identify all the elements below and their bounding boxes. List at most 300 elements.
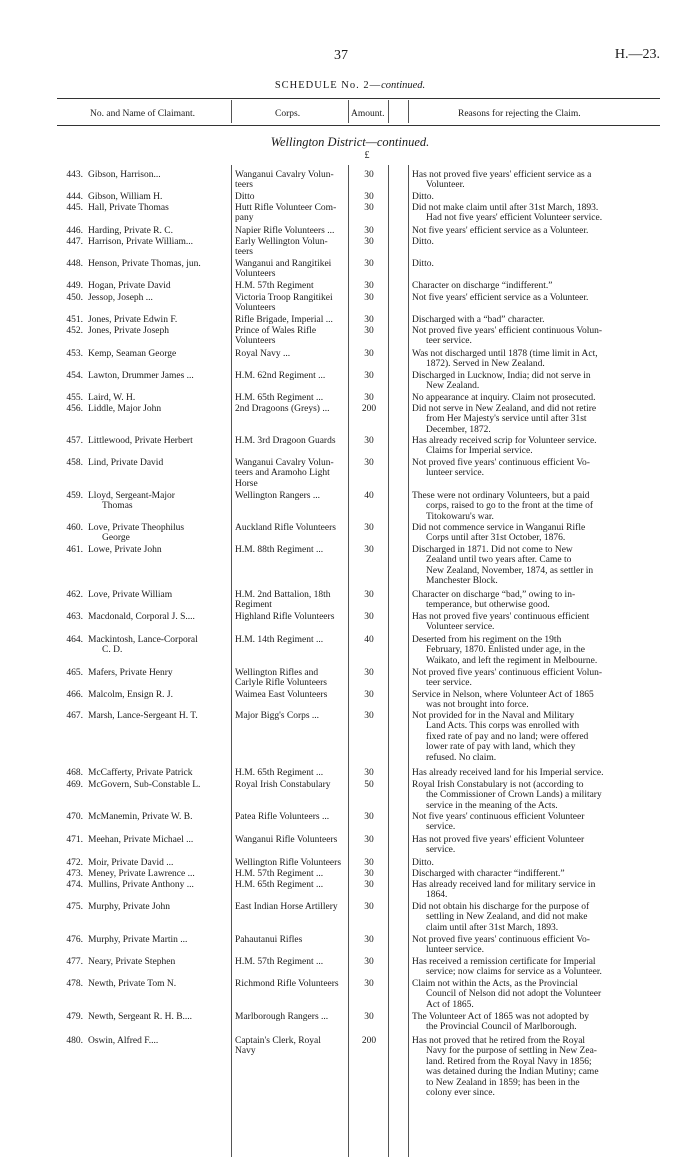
schedule-title: SCHEDULE No. 2—continued. [274, 80, 426, 91]
claim-number: 469. [66, 780, 83, 790]
rejection-reason-line: fixed rate of pay and no land; were offered [426, 731, 589, 742]
amount: 30 [364, 612, 374, 622]
claimant-name-line: Gibson, Harrison... [88, 170, 161, 180]
claim-number: 458. [66, 458, 83, 468]
corps [235, 668, 353, 689]
rejection-reason-line: was not brought into force. [426, 700, 529, 711]
corps-line: Wanganui and Rangitikei [235, 259, 332, 269]
rejection-reason [412, 203, 658, 224]
rejection-reason-line: Not five years' efficient service as a Volunteer. [412, 293, 589, 303]
corps [235, 404, 353, 414]
rejection-reason-line: Ditto. [412, 259, 434, 269]
claimant-name [88, 668, 228, 678]
claim-number: 468. [66, 768, 83, 778]
rejection-reason [412, 226, 658, 236]
corps-line: Wanganui Cavalry Volun- [235, 458, 334, 468]
rejection-reason [412, 259, 658, 269]
corps-line: Richmond Rifle Volunteers [235, 979, 339, 989]
corps-line: Wellington Rangers ... [235, 491, 320, 501]
claim-number: 457. [66, 436, 83, 446]
claimant-name-line: McManemin, Private W. B. [88, 812, 193, 822]
corps-line: Volunteers [235, 336, 276, 347]
rejection-reason-line: New Zealand, November, 1874, as settler in [426, 565, 594, 576]
body-divider-3 [388, 165, 389, 1157]
claimant-name-line: Meney, Private Lawrence ... [88, 869, 195, 879]
rejection-reason-line: refused. No claim. [426, 752, 497, 763]
corps [235, 293, 353, 314]
rejection-reason-line: was detained during the Indian Mutiny; came [426, 1067, 599, 1078]
top-rule [57, 98, 660, 99]
amount: 30 [364, 436, 374, 446]
claimant-name-line: Mullins, Private Anthony ... [88, 880, 194, 890]
corps-line: pany [235, 213, 254, 224]
rejection-reason-line: Act of 1865. [426, 999, 474, 1010]
corps [235, 612, 353, 622]
amount: 30 [364, 523, 374, 533]
corps-line: H.M. 2nd Battalion, 18th [235, 590, 331, 600]
amount: 30 [364, 1012, 374, 1022]
corps [235, 393, 353, 403]
corps-line: H.M. 57th Regiment ... [235, 957, 324, 967]
corps-line: Horse [235, 478, 258, 489]
claim-number: 479. [66, 1012, 83, 1022]
rejection-reason [412, 1012, 658, 1033]
col-reason-header: Reasons for rejecting the Claim. [458, 109, 581, 119]
claim-number: 464. [66, 635, 83, 645]
rejection-reason-line: Council of Nelson did not adopt the Volunteer [426, 989, 602, 1000]
corps-line: H.M. 14th Regiment ... [235, 635, 324, 645]
corps-line: Auckland Rifle Volunteers [235, 523, 336, 533]
claim-number: 456. [66, 404, 83, 414]
amount: 50 [364, 780, 374, 790]
claimant-name [88, 315, 228, 325]
rejection-reason-line: Volunteer. [426, 180, 465, 191]
amount: 30 [364, 315, 374, 325]
rejection-reason-line: Claim not within the Acts, as the Provincial [412, 979, 578, 989]
claim-number: 463. [66, 612, 83, 622]
claim-number: 446. [66, 226, 83, 236]
rejection-reason [412, 523, 658, 544]
col-amount-header: Amount. [351, 109, 385, 119]
claim-number: 465. [66, 668, 83, 678]
rejection-reason-line: Was not discharged until 1878 (time limit in Act, [412, 349, 598, 359]
rejection-reason-line: Discharged with character “indifferent.” [412, 869, 565, 879]
rejection-reason-line: Did not serve in New Zealand, and did not retire [412, 404, 597, 414]
claim-number: 471. [66, 835, 83, 845]
rejection-reason-line: Had not five years' efficient Volunteer service. [426, 213, 603, 224]
rejection-reason-line: corps, raised to go to the front at the time of [426, 501, 593, 512]
rejection-reason [412, 711, 658, 763]
corps [235, 690, 353, 700]
rejection-reason-line: Not proved five years' continuous efficient Vo- [412, 458, 590, 468]
amount: 30 [364, 259, 374, 269]
rejection-reason-line: Ditto. [412, 858, 434, 868]
amount: 30 [364, 902, 374, 912]
corps [235, 203, 353, 224]
rejection-reason [412, 957, 658, 978]
claim-number: 450. [66, 293, 83, 303]
claim-number: 455. [66, 393, 83, 403]
claimant-name [88, 404, 228, 414]
rejection-reason-line: Did not make claim until after 31st March, 1893. [412, 203, 599, 213]
corps-line: H.M. 65th Regiment ... [235, 393, 324, 403]
rejection-reason-line: Has already received scrip for Volunteer service. [412, 436, 597, 446]
claimant-name-line: Jessop, Joseph ... [88, 293, 153, 303]
claimant-name [88, 612, 228, 622]
corps-line: H.M. 62nd Regiment ... [235, 371, 326, 381]
amount: 30 [364, 869, 374, 879]
rejection-reason [412, 545, 658, 587]
claimant-name-line: Neary, Private Stephen [88, 957, 176, 967]
claimant-name [88, 979, 228, 989]
claimant-name [88, 226, 228, 236]
corps-line: Volunteers [235, 269, 276, 280]
rejection-reason [412, 668, 658, 689]
claimant-name [88, 458, 228, 468]
claimant-name-line: Hogan, Private David [88, 281, 171, 291]
corps-line: teers [235, 180, 253, 191]
corps [235, 635, 353, 645]
amount: 30 [364, 203, 374, 213]
corps-line: Carlyle Rifle Volunteers [235, 678, 327, 689]
claim-number: 462. [66, 590, 83, 600]
corps-line: Pahautanui Rifles [235, 935, 303, 945]
district-heading: Wellington District—continued. [270, 135, 430, 149]
claim-number: 476. [66, 935, 83, 945]
rejection-reason-line: Has not proved five years' efficient Volunteer [412, 835, 585, 845]
corps-line: Royal Irish Constabulary [235, 780, 331, 790]
rejection-reason-line: to New Zealand in 1859; has been in the [426, 1077, 580, 1088]
rejection-reason [412, 393, 658, 403]
rejection-reason-line: Claims for Imperial service. [426, 446, 533, 457]
claimant-name [88, 869, 228, 879]
amount: 40 [364, 635, 374, 645]
rejection-reason-line: lower rate of pay with land, which they [426, 742, 576, 753]
corps [235, 281, 353, 291]
rejection-reason-line: Corps until after 31st October, 1876. [426, 533, 566, 544]
rejection-reason-line: lunteer service. [426, 468, 485, 479]
corps [235, 590, 353, 611]
amount: 30 [364, 768, 374, 778]
corps-line: H.M. 88th Regiment ... [235, 545, 324, 555]
rejection-reason [412, 935, 658, 956]
claimant-name-line: Laird, W. H. [88, 393, 136, 403]
body-divider-4 [408, 165, 409, 1157]
claim-number: 461. [66, 545, 83, 555]
document-code: H.—23. [614, 47, 660, 62]
rejection-reason-line: Not proved five years' efficient continuous Volun- [412, 326, 603, 336]
rejection-reason [412, 491, 658, 522]
claim-number: 453. [66, 349, 83, 359]
claimant-name [88, 858, 228, 868]
corps-line: Major Bigg's Corps ... [235, 711, 320, 721]
corps [235, 902, 353, 912]
col-corps-header: Corps. [275, 109, 301, 119]
rejection-reason-line: Discharged in 1871. Did not come to New [412, 545, 573, 555]
rejection-reason [412, 812, 658, 833]
amount: 30 [364, 371, 374, 381]
amount: 30 [364, 293, 374, 303]
claimant-name-line: Mafers, Private Henry [88, 668, 173, 678]
claimant-name [88, 436, 228, 446]
rejection-reason-line: Manchester Block. [426, 576, 498, 587]
rejection-reason [412, 690, 658, 711]
corps-line: H.M. 65th Regiment ... [235, 880, 324, 890]
corps [235, 523, 353, 533]
amount: 30 [364, 393, 374, 403]
claimant-name [88, 935, 228, 945]
rejection-reason [412, 1036, 658, 1098]
body-divider-1 [231, 165, 232, 1157]
claimant-name [88, 690, 228, 700]
col-divider-3 [388, 100, 389, 123]
claimant-name [88, 293, 228, 303]
rejection-reason-line: These were not ordinary Volunteers, but a paid [412, 491, 590, 501]
claimant-name-line: Lowe, Private John [88, 545, 162, 555]
claimant-name-line: Liddle, Major John [88, 404, 162, 414]
claimant-name-line: McCafferty, Private Patrick [88, 768, 193, 778]
claimant-name [88, 326, 228, 336]
rejection-reason [412, 281, 658, 291]
claimant-name [88, 491, 228, 512]
corps [235, 371, 353, 381]
claimant-name-line: Hall, Private Thomas [88, 203, 169, 213]
rejection-reason-line: Has received a remission certificate for Imperial [412, 957, 596, 967]
corps-line: East Indian Horse Artillery [235, 902, 338, 912]
claimant-name [88, 957, 228, 967]
corps [235, 869, 353, 879]
claim-number: 459. [66, 491, 83, 501]
claimant-name [88, 711, 228, 721]
rejection-reason-line: Royal Irish Constabulary is not (according to [412, 780, 584, 790]
amount: 40 [364, 491, 374, 501]
rejection-reason-line: 1872). Served in New Zealand. [426, 359, 545, 370]
corps [235, 880, 353, 890]
rejection-reason-line: claim until after 31st March, 1893. [426, 922, 559, 933]
page-number: 37 [334, 48, 348, 63]
currency-symbol: £ [364, 150, 370, 161]
claimant-name-line: Murphy, Private John [88, 902, 170, 912]
rejection-reason-line: teer service. [426, 336, 472, 347]
claimant-name [88, 768, 228, 778]
rejection-reason-line: New Zealand. [426, 381, 480, 392]
rejection-reason-line: Character on discharge “indifferent.” [412, 281, 553, 291]
rejection-reason [412, 192, 658, 202]
claimant-name-line: McGovern, Sub-Constable L. [88, 780, 201, 790]
claimant-name-line: Macdonald, Corporal J. S.... [88, 612, 195, 622]
amount: 30 [364, 226, 374, 236]
amount: 30 [364, 812, 374, 822]
rejection-reason [412, 768, 658, 778]
claimant-name [88, 393, 228, 403]
corps [235, 349, 353, 359]
rejection-reason-line: No appearance at inquiry. Claim not prosecuted. [412, 393, 596, 403]
rejection-reason-line: Zealand until two years after. Came to [426, 555, 572, 566]
corps-line: 2nd Dragoons (Greys) ... [235, 404, 330, 414]
claimant-name [88, 812, 228, 822]
corps-line: teers and Aramoho Light [235, 468, 330, 479]
claim-number: 449. [66, 281, 83, 291]
corps-line: Waimea East Volunteers [235, 690, 328, 700]
claimant-name [88, 281, 228, 291]
claimant-name-line: Jones, Private Edwin F. [88, 315, 178, 325]
corps-line: Hutt Rifle Volunteer Com- [235, 203, 337, 213]
amount: 30 [364, 835, 374, 845]
corps [235, 711, 353, 721]
rejection-reason [412, 326, 658, 347]
corps-line: H.M. 65th Regiment ... [235, 768, 324, 778]
rejection-reason-line: Titokowaru's war. [426, 511, 494, 522]
rejection-reason-line: Did not obtain his discharge for the purpose of [412, 902, 590, 912]
rejection-reason [412, 858, 658, 868]
claimant-name [88, 590, 228, 600]
rejection-reason-line: the Commissioner of Crown Lands) a military [426, 790, 602, 801]
corps-line: Patea Rifle Volunteers ... [235, 812, 330, 822]
claimant-name-line: George [102, 533, 130, 544]
corps-line: Wanganui Cavalry Volun- [235, 170, 334, 180]
rejection-reason-line: Discharged in Lucknow, India; did not serve in [412, 371, 591, 381]
claimant-name [88, 1012, 228, 1022]
claim-number: 472. [66, 858, 83, 868]
rejection-reason-line: Character on discharge “bad,” owing to in- [412, 590, 576, 600]
claimant-name-line: Marsh, Lance-Sergeant H. T. [88, 711, 198, 721]
rejection-reason-line: teer service. [426, 678, 472, 689]
corps-line: Navy [235, 1046, 256, 1057]
corps [235, 491, 353, 501]
claimant-name-line: Moir, Private David ... [88, 858, 174, 868]
corps-line: Ditto [235, 192, 255, 202]
corps-line: Royal Navy ... [235, 349, 291, 359]
corps [235, 226, 353, 236]
rejection-reason-line: Did not commence service in Wanganui Rifle [412, 523, 586, 533]
amount: 30 [364, 326, 374, 336]
col-divider-1 [231, 100, 232, 123]
rejection-reason-line: service in the meaning of the Acts. [426, 800, 558, 811]
rejection-reason-line: colony ever since. [426, 1088, 495, 1099]
corps [235, 259, 353, 280]
rejection-reason [412, 237, 658, 247]
col-divider-2 [348, 100, 349, 123]
rejection-reason-line: Land Acts. This corps was enrolled with [426, 721, 580, 732]
rejection-reason-line: Waikato, and left the regiment in Melbourne. [426, 655, 598, 666]
claim-number: 460. [66, 523, 83, 533]
rejection-reason-line: Not proved five years' continuous efficient Vo- [412, 935, 590, 945]
corps [235, 1012, 353, 1022]
claimant-name [88, 780, 228, 790]
claimant-name-line: Lawton, Drummer James ... [88, 371, 194, 381]
corps-line: Early Wellington Volun- [235, 237, 328, 247]
claim-number: 477. [66, 957, 83, 967]
rejection-reason-line: Has already received land for his Imperial service. [412, 768, 604, 778]
claimant-name-line: Love, Private Theophilus [88, 523, 185, 533]
corps-line: teers [235, 247, 253, 258]
corps [235, 812, 353, 822]
claimant-name-line: Harrison, Private William... [88, 237, 193, 247]
claimant-name [88, 192, 228, 202]
rejection-reason-line: December, 1872. [426, 424, 491, 435]
rejection-reason-line: Service in Nelson, where Volunteer Act of 1865 [412, 690, 594, 700]
claimant-name [88, 203, 228, 213]
claimant-name [88, 880, 228, 890]
rejection-reason [412, 315, 658, 325]
rejection-reason [412, 404, 658, 435]
claimant-name-line: Meehan, Private Michael ... [88, 835, 194, 845]
rejection-reason-line: land. Retired from the Royal Navy in 1856; [426, 1056, 592, 1067]
header-rule [57, 125, 660, 126]
rejection-reason-line: February, 1870. Enlisted under age, in the [426, 645, 585, 656]
claimant-name-line: Harding, Private R. C. [88, 226, 173, 236]
corps-line: H.M. 57th Regiment ... [235, 869, 324, 879]
claimant-name-line: Thomas [102, 501, 133, 512]
claimant-name-line: Kemp, Seaman George [88, 349, 177, 359]
corps-line: Marlborough Rangers ... [235, 1012, 329, 1022]
rejection-reason [412, 293, 658, 303]
corps [235, 436, 353, 446]
corps [235, 979, 353, 989]
corps-line: Wanganui Rifle Volunteers [235, 835, 338, 845]
rejection-reason-line: Ditto. [412, 237, 434, 247]
corps [235, 768, 353, 778]
corps [235, 192, 353, 202]
rejection-reason [412, 880, 658, 901]
claim-number: 478. [66, 979, 83, 989]
claim-number: 480. [66, 1036, 83, 1046]
claim-number: 451. [66, 315, 83, 325]
corps [235, 1036, 353, 1057]
claimant-name [88, 237, 228, 247]
claimant-name-line: C. D. [102, 645, 123, 656]
amount: 30 [364, 668, 374, 678]
claim-number: 475. [66, 902, 83, 912]
corps-line: Prince of Wales Rifle [235, 326, 317, 336]
claim-number: 470. [66, 812, 83, 822]
corps [235, 780, 353, 790]
rejection-reason-line: Not proved five years' continuous efficient Volun- [412, 668, 603, 678]
claimant-name-line: Love, Private William [88, 590, 173, 600]
amount: 30 [364, 192, 374, 202]
claim-number: 448. [66, 259, 83, 269]
rejection-reason-line: The Volunteer Act of 1865 was not adopted by [412, 1012, 589, 1022]
rejection-reason [412, 436, 658, 457]
amount: 200 [361, 404, 377, 414]
claimant-name [88, 259, 228, 269]
claimant-name [88, 1036, 228, 1046]
corps [235, 858, 353, 868]
rejection-reason [412, 458, 658, 479]
claimant-name-line: Murphy, Private Martin ... [88, 935, 188, 945]
rejection-reason-line: the Provincial Council of Marlborough. [426, 1022, 577, 1033]
amount: 30 [364, 880, 374, 890]
corps [235, 315, 353, 325]
rejection-reason-line: Has already received land for military service in [412, 880, 596, 890]
corps [235, 458, 353, 489]
corps-line: Wellington Rifle Volunteers [235, 858, 342, 868]
rejection-reason-line: service. [426, 822, 456, 833]
claim-number: 447. [66, 237, 83, 247]
rejection-reason-line: lunteer service. [426, 945, 485, 956]
claimant-name [88, 349, 228, 359]
rejection-reason-line: service; now claims for service as a Volunteer. [426, 967, 602, 978]
rejection-reason [412, 590, 658, 611]
corps [235, 326, 353, 347]
claimant-name [88, 635, 228, 656]
rejection-reason-line: service. [426, 845, 456, 856]
rejection-reason-line: settling in New Zealand, and did not make [426, 912, 588, 923]
corps [235, 957, 353, 967]
amount: 30 [364, 711, 374, 721]
claimant-name [88, 371, 228, 381]
rejection-reason-line: 1864. [426, 890, 448, 901]
